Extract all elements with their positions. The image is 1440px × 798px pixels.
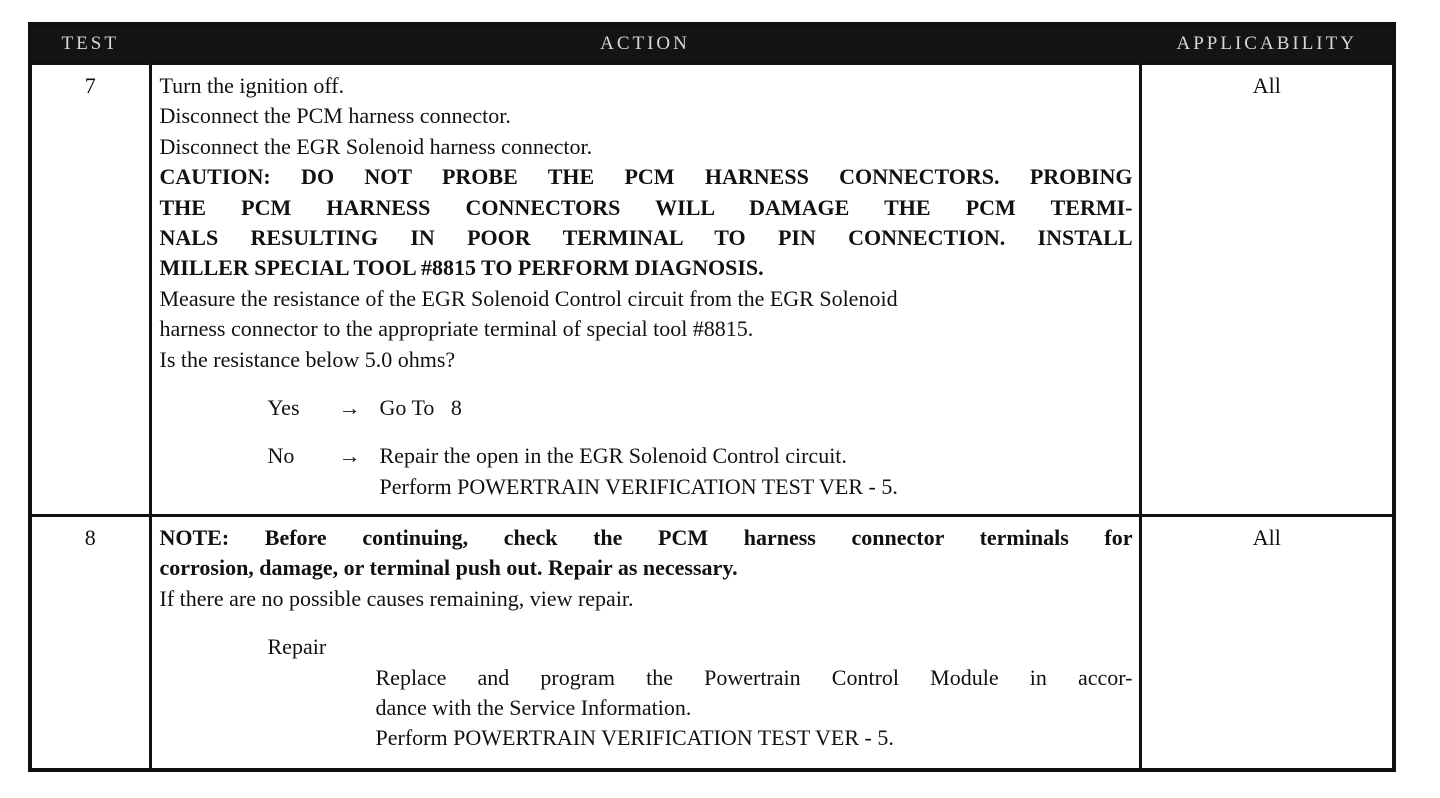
action-cell [150, 64, 1140, 516]
caution-line: THE PCM HARNESS CONNECTORS WILL DAMAGE THE PCM TERMI- [159, 194, 1133, 220]
yes-label: Yes [267, 395, 300, 421]
measure-question: Is the resistance below 5.0 ohms? [159, 346, 456, 372]
yes-branch [268, 393, 1133, 423]
arrow-right-icon: → [338, 395, 361, 421]
table-header-row [30, 24, 1394, 64]
no-action-line: Repair the open in the EGR Solenoid Control circuit. [379, 443, 847, 469]
test-number: 8 [30, 516, 150, 770]
no-label: No [267, 443, 295, 469]
caution-line: NALS RESULTING IN POOR TERMINAL TO PIN CONNECTION. INSTALL [159, 225, 1133, 251]
action-step: Disconnect the EGR Solenoid harness connector. [159, 133, 593, 159]
header-applicability: APPLICABILITY [1140, 24, 1394, 64]
test-number: 7 [30, 64, 150, 516]
repair-block [376, 663, 1133, 754]
no-action [380, 441, 1133, 502]
table-row-test-7 [30, 64, 1394, 516]
yes-action: Go To 8 [379, 395, 462, 421]
action-step: Disconnect the PCM harness connector. [159, 103, 511, 129]
action-cell [150, 516, 1140, 770]
action-step: Turn the ignition off. [159, 73, 345, 98]
note-line: NOTE: Before continuing, check the PCM harness connector terminals for [159, 525, 1133, 550]
header-action: ACTION [150, 24, 1140, 64]
diagnostic-test-table [28, 22, 1396, 772]
caution-line: MILLER SPECIAL TOOL #8815 TO PERFORM DIAGNOSIS. [159, 255, 764, 281]
header-test: TEST [30, 24, 150, 64]
caution-line: CAUTION: DO NOT PROBE THE PCM HARNESS CONNECTORS. PROBING [159, 164, 1133, 190]
measure-line: harness connector to the appropriate terminal of special tool #8815. [159, 316, 754, 342]
repair-line: Perform POWERTRAIN VERIFICATION TEST VER - 5. [375, 725, 894, 751]
measure-line: Measure the resistance of the EGR Solenoid Control circuit from the EGR Solenoid [159, 285, 898, 311]
repair-label: Repair [267, 634, 327, 660]
no-action-line: Perform POWERTRAIN VERIFICATION TEST VER - 5. [379, 473, 898, 499]
repair-line: dance with the Service Information. [375, 695, 692, 721]
no-branch [268, 441, 1133, 502]
arrow-right-icon: → [338, 443, 361, 469]
action-step: If there are no possible causes remaining, view repair. [159, 585, 634, 611]
applicability-cell: All [1140, 516, 1394, 770]
table-row-test-8 [30, 516, 1394, 770]
note-line: corrosion, damage, or terminal push out. Repair as necessary. [159, 555, 738, 581]
repair-line: Replace and program the Powertrain Control Module in accor- [375, 664, 1133, 690]
applicability-cell: All [1140, 64, 1394, 516]
